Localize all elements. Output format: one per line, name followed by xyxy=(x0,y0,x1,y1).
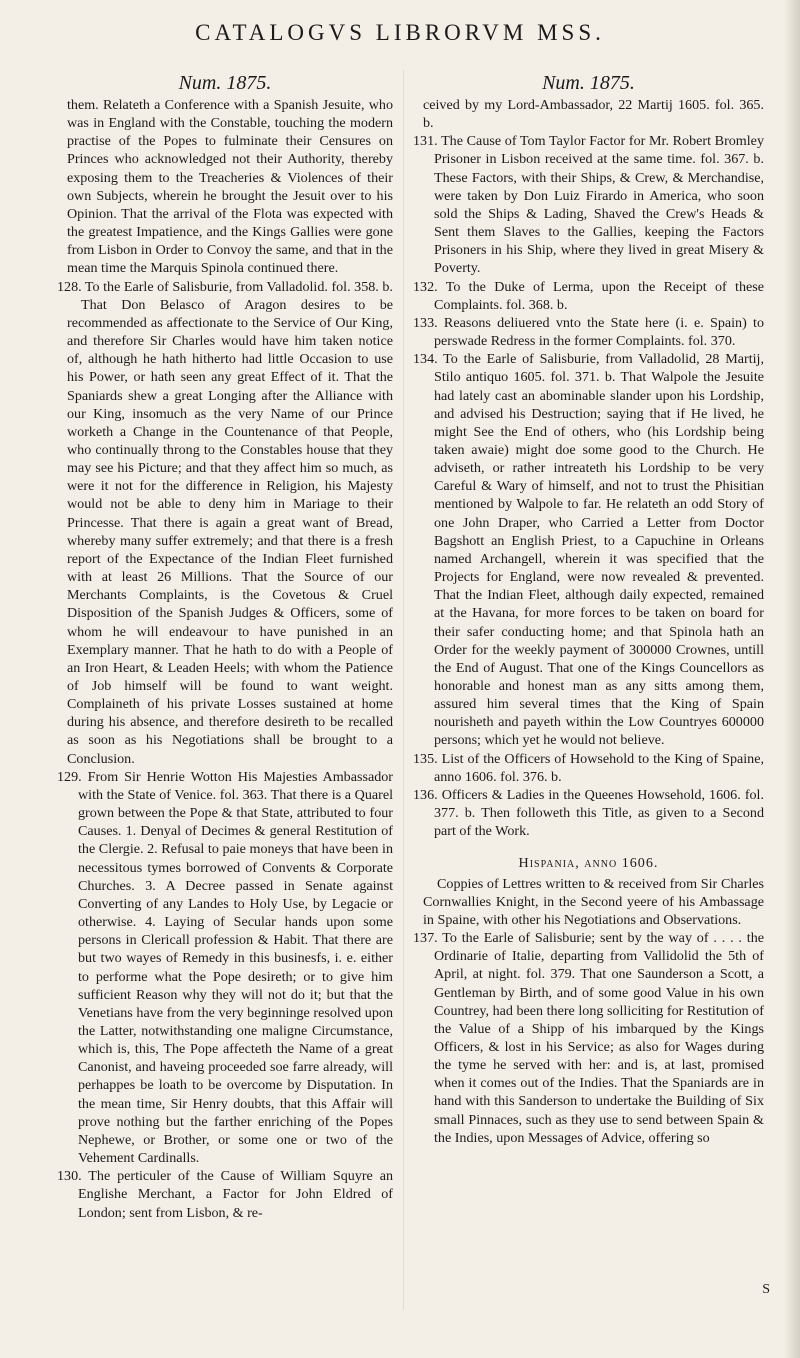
right-column-header: Num. 1875. xyxy=(542,72,635,94)
section-heading: Hispania, anno 1606. xyxy=(518,855,659,872)
entry-134: 134. To the Earle of Salisburie, from Valladolid, 28 Martij, Stilo antiquo 1605. fol. 371. b. That Walpole the Jesuite had lately cast an abominable slander upon his Lordship, and advised his Destruction; saying that if He lived, he might See the End of others, who (his Lordship being taken awaie) might doe some good to the Church. He adviseth, or rather intreateth his Lordship to be very Careful & Wary of himself, and not to trust the Phisitian mentioned by Walpole to far. He relateth an odd Story of one John Draper, who Carried a Letter from Doctor Bagshott an English Priest, to a Capuchine in Orleans named Archangell, wherein it was specified that the Projects for England, were now revealed & prevented. That the Indian Fleet, although daily expected, remained at the Havana, for more forces to be taken on board for their safer conducting home; and that Spinola hath an Order for the weekly payment of 300000 Crownes, untill the End of August. That one of the Kings Councellors as honorable and honest man as any sitts among them, assured him several times that the King of Spain nourisheth and payeth within the Low Countryes 600000 persons; which yet he would not believe. xyxy=(413,351,764,749)
entry-136: 136. Officers & Ladies in the Queenes Howsehold, 1606. fol. 377. b. Then followeth this Title, as given to a Second part of the Work. xyxy=(413,786,764,840)
left-column xyxy=(57,72,393,1222)
entry-130-continuation: ceived by my Lord-Ambassador, 22 Martij 1605. fol. 365. b. xyxy=(423,97,764,132)
entry-128: 128. To the Earle of Salisburie, from Valladolid. fol. 358. b. xyxy=(57,278,393,295)
entry-131: 131. The Cause of Tom Taylor Factor for Mr. Robert Bromley Prisoner in Lisbon received at the same time. fol. 367. b. These Factors, with their Ships, & Crew, & Merchandise, were taken by Don Luiz Firardo in America, who soon sold the Ships & Lading, Shaved the Crew's Heads & Sent them Slaves to the Gallies, keeping the Factors Prisoners in his Ship, where they lived in great Misery & Poverty. xyxy=(413,133,764,277)
right-column xyxy=(413,72,764,1147)
running-head: CATALOGVS LIBRORVM MSS. xyxy=(195,20,605,45)
left-column-header: Num. 1875. xyxy=(178,72,272,94)
entry-continuation: them. Relateth a Conference with a Spanish Jesuite, who was in England with the Constable, touching the modern practise of the Popes to fulminate their Censures on Princes who acknowledged not their Authority, thereby exposing them to the Treacheries & Violences of their own Subjects, wherein he brought the Jesuit over to his Opinion. That the arrival of the Flota was expected with the greatest Impatience, and the Kings Gallies were gone from Lisbon in Order to Convoy the same, and that in the mean time the Marquis Spinola continued there. xyxy=(67,97,393,277)
entry-133: 133. Reasons deliuered vnto the State here (i. e. Spain) to perswade Redress in the former Complaints. fol. 370. xyxy=(413,314,764,350)
entry-135: 135. List of the Officers of Howsehold to the King of Spaine, anno 1606. fol. 376. b. xyxy=(413,750,764,785)
page-edge-shadow xyxy=(784,0,800,1358)
entry-129: 129. From Sir Henrie Wotton His Majesties Ambassador with the State of Venice. fol. 363. That there is a Quarel grown between the Pope & that State, attributed to four Causes. 1. Denyal of Decimes & general Restitution of the Clergie. 2. Refusal to paie moneys that have been in necessitous tymes borrowed of Convents & Corporate Churches. 3. A Decree passed in Senate against Converting of any Landes to Holy Use, by Legacie or otherwise. 4. Laying of Secular hands upon some persons in Clericall profession & Habit. That there are but two wayes of Remedy in this businesfs, i. e. either to performe what the Pope desireth; or to give him sufficient Reason why they will not do it; but that the Venetians have from the very beginninge resolved upon the Latter, notwithstanding one maligne Circumstance, which is, this, The Pope affecteth the Name of a great Canonist, and haveing proceeded soe farre already, will perhappes be loath to be overcome by Disputation. In the mean time, Sir Henry doubts, that this Affair will prove nothing but the farther enriching of the Popes Nephewe, or Brother, or some one or two of the Vehement Cardinalls. xyxy=(57,768,393,1167)
column-divider xyxy=(403,70,404,1310)
entry-137: 137. To the Earle of Salisburie; sent by the way of . . . . the Ordinarie of Italie, departing from Vallidolid the 5th of April, at night. fol. 379. That one Saunderson a Scott, a Gentleman by Birth, and of some good Value in his own Countrey, had been there long solliciting for Restitution of the Value of a Shipp of his imbarqued by the Kings Officers, & lost in his Service; as also for Wages during the tyme he served with her: and is, at last, promised when it comes out of the Indies. That the Spaniards are in hand with this Sanderson to undertake the Building of Six small Pinnaces, such as they use to send between Spain & the Indies, upon Messages of Advice, offering so xyxy=(413,930,764,1146)
section-description: Coppies of Lettres written to & received from Sir Charles Cornwallies Knight, in the Second yeere of his Ambassage in Spaine, with other his Negotiations and Observations. xyxy=(423,875,764,928)
signature-mark: S xyxy=(762,1282,770,1297)
entry-132: 132. To the Duke of Lerma, upon the Receipt of these Complaints. fol. 368. b. xyxy=(413,278,764,313)
entry-128-body: That Don Belasco of Aragon desires to be recommended as affectionate to the Service of Our King, and therefore Sir Charles would have him taken notice of, although he hath hitherto had little Occasion to use his Power, or hath seen any great Effect of it. That the Spaniards shew a great Longing after the Alliance with our King, insomuch as the very Name of our Prince worketh a Change in the Countenance of that People, who continually throng to the Constables house that they may see his Picture; and that they affect him so much, as were it not for the difference in Religion, his Majesty would not be able to deny him in Mariage to their Princesse. That there is again a great want of Bread, whereby many suffer extremely; and that there is a fresh report of the Expectance of the Indian Fleet furnished with at least 26 Millions. That the Source of our Merchants Complaints, is the Covetous & Cruel Disposition of the Spanish Judges & Officers, some of whom he will endeavour to have punished in an Exemplary manner. That he hath to do with a People of an Iron Heart, & Leaden Heels; with whom the Patience of Job himself will be found to want weight. Complaineth of his private Losses sustained at home during his absence, and therefore desireth to be recalled as soon as his Negotiations shall be brought to a Conclusion. xyxy=(67,296,393,767)
entry-130: 130. The perticuler of the Cause of William Squyre an Englishe Merchant, a Factor for John Eldred of London; sent from Lisbon, & re- xyxy=(57,1168,393,1221)
